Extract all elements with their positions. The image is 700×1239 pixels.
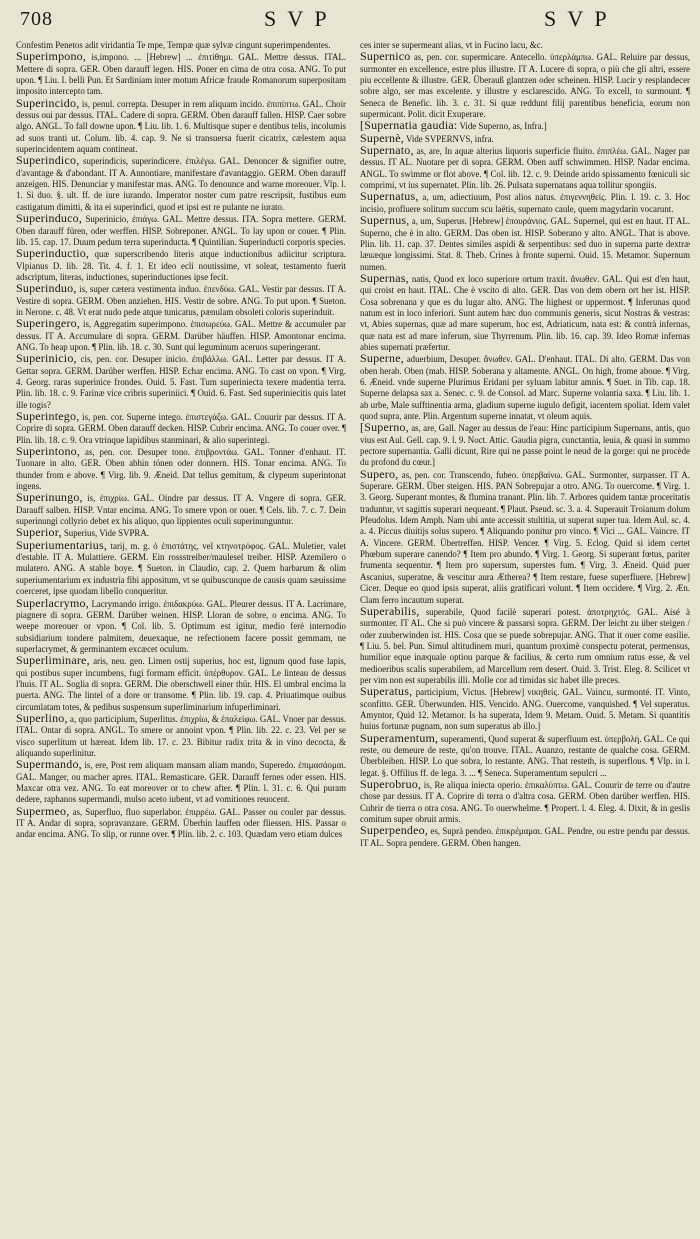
dictionary-entry [16, 655, 346, 713]
entry-text: as, are, In aquæ alterius liquoris superficie fluito. ἐπιπλέω. GAL. Nager par dessus. IT AL. Nuotare per di sopra. GERM. Oben auff schwimmen. HISP. Nadar encima. ANGL. To swimme or flot above. ¶ Col. lib. 12. c. 9. Deinde arido spissamento fœniculi sic comprimi, vt ius supernatet. Plin. lib. 26. Pulsata supernatans aqua tollitur spongiis. [360, 146, 690, 191]
entry-headword: Superior, [16, 525, 62, 540]
entry-headword: Superpendeo, [360, 823, 429, 838]
entry-headword: Supernico [360, 49, 411, 64]
dictionary-entry [16, 51, 346, 97]
entry-text: aduerbium, Desuper. ἄνωθεν. GAL. D'enhaut. ITAL. Di alto. GERM. Das von oben herab. Oben (mab. HISP. Soberana y altamente. ANGL. On high, frome aboue. ¶ Virg. 6. Æneid. vnde superne Plurimus Eridani per syluam labitur amnis. ¶ Suet. in Tib. cap. 18. Superne delapsa sax a. Senec. c. 9. de Consol. ad Marc. Superne volantia saxa. ¶ Liu. lib. 1. ab urbe, Male sufftinentia arma, gladium superne iugulo defigit, iacentem spoliat. Idem valet quod supra, ante. Plin. Argentum superne innatat, vt oleum aquis. [360, 354, 690, 421]
entry-text: Vide Superno, as, Infra.] [459, 121, 547, 132]
entry-text: superindicis, superindicere. ἐπιλέγω. GAL. Denoncer & signifier outre, d'avantage & d'abondant. IT A. Annontiare, manifestare d'avantaggio. GERM. Oben darauff anzeigen. HIS. Denunciar y manifestar mas. ANG. To denounce and warne moreouer. Vlp. l. 1. Si duo. §. ult. ff. de iure iurando. Imperator noster cum patre rescripsit, fustibus eum castigatum dimitti, & ita ei superindici, quod et ipsi est re pulante ne iurato. [16, 156, 346, 212]
dictionary-entry [360, 825, 690, 849]
entry-headword: Superobruo, [360, 777, 422, 791]
entry-headword: Supernas, [360, 270, 409, 285]
dictionary-entry [16, 95, 346, 156]
entry-text: Lacrymando irrigo. ἐπιδακρύω. GAL. Pleurer dessus. IT A. Lacrimare, piagnere di sopra. GERM. Darüber weinen. HISP. Lloran de sobre, o encima. ANG. To weepe moreouer or vpon. ¶ Col. lib. 5. Optimum est igitur, medio ferè internodio subsidiarium tondere palmitem, deuexaque, ne refectionem facere possit gemmam, ne superlacrymet, & germinantem excæcet oculum. [16, 598, 346, 654]
entry-text: is, penul. correpta. Desuper in rem aliquam incido. ἐπιπίπτω. GAL. Choir dessus oui par dessus. ITAL. Cadere di sopra. GERM. Oben darauff fallen. HISP. Caer sobre algo. ANGL. To fall downe upon. ¶ Liu. lib. 1. 6. Multisque super e dentibus telis, incolumis ad suos tranti ut. Colum. lib. 4. cap. 9. Ne si transuersa fuerit cicatrix, cælestem aqua superincidentem aquam contineat. [16, 98, 346, 155]
entry-headword: Superamentum, [360, 730, 439, 745]
dictionary-entry [16, 537, 346, 598]
page-header [14, 0, 690, 38]
entry-text: as, pen. cor. Desuper tono. ἐπιβροντάω. GAL. Tonner d'enhaut. IT. Tuonare in alto. GER. Oben abhin tönen oder donnern. HIS. Tonar encima. ANG. To thunder from e above. ¶ Virg. lib. 9. Æneid. Dat tellus gemitum, & clypeum superintonat ingens. [16, 447, 346, 492]
entry-headword: Superindico, [16, 153, 80, 168]
entry-text: natis, Quod ex loco superiore ortum traxit. ἄνωθεν. GAL. Qui est d'en haut, qui croist en haut. ITAL. Che è vscito di alto. GER. Das von dem obern ort her ist. HISP. Cosa sobrenana y que es du lugar alto. ANG. The highest or uppermost. ¶ Inferunas quod natum est in loco inferiori. Sunt autem hæc duo communis generis, sicut Nostras & vestras: vt, Abies supernas, quæ ad mare superum, hoc est, Adriaticum, nata est: & contrà infernas, quæ nata est ad mare inferum, siue Thyrrenum. Plin. lib. 16. cap. 39. Ideo Romæ infernas abies supernati præfertur. [360, 273, 690, 352]
entry-headword: Superatus, [360, 684, 413, 699]
dictionary-entry [360, 191, 690, 215]
dictionary-entry [16, 446, 346, 492]
entry-text: is, pen. cor. Superne intego. ἐπιστεγάζω. GAL. Couurir par dessus. IT A. Coprire di sopra. GERM. Oben darauff decken. HISP. Cubrir encima. ANG. To couer over. ¶ Plin. lib. 18. c. 9. Ora vtrinque lapidibus stanminari, & alio superintegi. [16, 412, 346, 445]
entry-headword: [Superno, [360, 420, 409, 435]
entry-text: as, pen. cor. Transcendo, fubeo. ὑπερβαίνω. GAL. Surmonter, surpasser. IT A. Superare. GERM. Über steigen. HIS. PAN Sobrepujar a otro. ANG. To ouercome. ¶ Virg. 1. 3. Georg. Superant montes, & flumina tranant. Plin. lib. 7. Arbores quidem tantæ proceritatis traduntur, vt sagittis superari nequeant. ¶ Plaut. Pseud. sc. 3. a. 4. Superauit Troianum dolum Pfeudolus. Idem Amph. Nam ubi ante accessit stultitia, ut superat super tua. Idem Aul. sc. 4. a. 4. Piccus diuitijs solus supero. ¶ Aliquando ponitur pro vinco. ¶ Vici ... GAL. Vaincre. IT A. Vincere. GERM. Übertreffen. HISP. Vencer. ¶ Virg. 5. Eclog. Quid si idem certet Phœbum superare canendo? ¶ Item pro abundo. ¶ Virg. 1. Georg. Si superant fœtus, pariter frumenta sequentur. ¶ Item pro supersum, superstes fum. ¶ Virg. 3. Æneid. Quid puer Ascanius, superatne, & vescitur aura Ætherea? ¶ Item restare, fuese superfluere. [Hebrew] Cicer. Deque eo quod ipsis superat, aliis gratificari volunt. ¶ Item occidere. ¶ Virg. 2. Æn. Clam ferro incautum superat. [360, 469, 690, 605]
dictionary-entry [360, 603, 690, 686]
entry-headword: Supernatus, [360, 189, 419, 204]
entry-headword: Superne, [360, 351, 404, 366]
entry-headword: Superinicio, [16, 351, 77, 366]
dictionary-entry [360, 270, 690, 353]
entry-text: is, Aggregatim superimpono. ἐπισωρεύω. GAL. Mettre & accumuler par dessus. IT A. Accumulare di sopra. GERM. Darüber häuffen. HISP. Amontonar encima. ANG. To heap upon. ¶ Plin. lib. 18. c. 30. Sunt qui leguminum aceruos superingerant. [16, 319, 346, 352]
entry-headword: [Supernatia gaudia: [360, 118, 458, 133]
dictionary-entry [16, 595, 346, 656]
entry-headword: Superabilis, [360, 603, 420, 618]
entry-headword: Superlino, [16, 710, 68, 725]
entry-text: superamenti, Quod superat & superfluum est. ὑπερβολή. GAL. Ce qui reste, ou demeure de reste, qu'on trouve. ITAL. Auanzo, restante de qualche cosa. GERM. Überbleiben. HISP. Lo que sobra, lo restante. ANG. That resteth, is superflous. ¶ Vlp. in l. legat. §. Offilius ff. de lega. 3. ... ¶ Seneca. Superamentum sepulcri ... [360, 733, 690, 778]
dictionary-entry [360, 215, 690, 273]
entry-headword: Superintego, [16, 409, 80, 423]
entry-headword: Superinduco, [16, 211, 83, 226]
dictionary-entry [16, 411, 346, 446]
entry-text: quæ superscribendo literis atque inductionibus adiicitur scriptura. Vlpianus D. lib. 28. Tit. 4. f. 1. Et ideo ecli noutissime, vt soleat, testamento fuerit adscriptum, literas, inductiones, superinductiones ipse fecit. [16, 249, 346, 282]
running-head-right: S V P [544, 6, 610, 31]
entry-text: is, ἐπιχρίω. GAL. Oindre par dessus. IT A. Vngere di sopra. GER. Darauff salben. HISP. Vntar encima. ANG. To smere vpon or ouer. ¶ Cels. lib. 7. c. 7. Dein superinungi collyrio debet ex his aliquo, quo lippientes oculi superinunguntur. [16, 493, 346, 527]
entry-text: tarij, m. g. ὁ ἐπιστάτης, vel κτηνοτρόφος. GAL. Muletier, valet d'estable. IT A. Mulattiere. GERM. Ein rossstreiber/maulesel treiber. HISP. Azemilero o mulatero. ANG. A stable boye. ¶ Sueton. in Claudio, cap. 2. Quem barbarum & olim superiumentarium ex industria fibi appositum, vt se quibuscunque de causis quam sæuissime coerceret, ipse quodam libello conqueritur. [16, 540, 346, 597]
dictionary-entry [360, 686, 690, 732]
entry-text: a, um, adiectiuum, Post alios natus. ἐπιγεννηθείς. Plin. l. 19. c. 3. Hoc incisio, profluere solitum succum scu laëtis, supernato caule, quem magydarin vocarunt. [360, 192, 690, 214]
entry-text: ces inter se supermeant alias, vt in Fucino lacu, &c. [360, 40, 543, 50]
two-column-body [16, 40, 690, 1233]
entry-headword: Superingero, [16, 316, 81, 331]
entry-headword: Superlacrymo, [16, 595, 89, 610]
entry-headword: Supermando, [16, 757, 82, 772]
dictionary-entry [16, 155, 346, 213]
dictionary-entry [16, 492, 346, 527]
entry-headword: Superinungo, [16, 490, 83, 505]
entry-text: superabile, Quod facilè superari potest. ἀποτρηχτός. GAL. Aisé à surmonter. IT AL. Che si può vincere & passarsi sopra. GERM. Der leicht zu über steigen / oder zuuberwinden ist. HIS. Cosa que se puede sobrepujar. ANG. That it ouer come easilie. ¶ Liu. 5. bel. Pun. Simul altitudinem muri, quantum proximè conspectu poterat, permensus, humilior eque inæquale optiou parque & facilius, & certo rum omnium ratus esse, & vel medioeribus scalis superabilem, ad Marcellum rem desert. Ouid. 3. Trist. Eleg. 8. Scilicet vt per vim non est superabilis illi. Molle cor ad timidas sic habet ille preces. [360, 606, 690, 685]
dictionary-entry [360, 779, 690, 825]
entry-headword: Supernus, [360, 213, 410, 228]
dictionary-entry [16, 248, 346, 283]
entry-headword: Superinductio, [16, 246, 90, 261]
dictionary-entry [360, 145, 690, 191]
entry-text: es, Suprà pendeo. ἐπικρέμαμαι. GAL. Pendre, ou estre pendu par dessus. IT AL. Sopra pendere. GERM. Oben hangen. [360, 826, 690, 848]
entry-headword: Supernato, [360, 143, 414, 158]
entry-headword: Supermeo, [16, 803, 70, 818]
dictionary-entry [16, 759, 346, 805]
entry-headword: Superliminare, [16, 653, 90, 668]
entry-text: aris, neu. gen. Limen ostij superius, hoc est, lignum quod fuse lapis, qui postibus super incumbens, fugi formam efficit. ὑπέρθυρον. GAL. Le linteau de dessus l'huis. IT AL. Soglia di sopra. GERM. Die oberschwell einer thür. HIS. El umbral encima la puerta. ANG. The lintel of a dore or transome. ¶ Plin. lib. 19. cap. 4. Priuatimque ouibus circumlatam totes, & pedibus suspensum superliminarium infuperliminari. [16, 656, 346, 712]
entry-text: is, ere, Post rem aliquam mansam aliam mando, Superedo. ἐπιμασάομαι. GAL. Manger, ou macher apres. ITAL. Remasticare. GER. Darauff fernes oder essen. HIS. Maxcar otra vez. ANG. To eat moreover or to chew after. ¶ Plin. l. 31. c. 6. Qui puram dedere, raphanos supermandi, mulso aceto iubent, vt ad vomitiones reuocent. [16, 760, 346, 805]
entry-text: participium, Victus. [Hebrew] νικηθείς. GAL. Vaincu, surmonté. IT. Vinto, sconfitto. GER. Überwunden. HIS. Vencido. ANG. Ouercome, vanquished. ¶ Vel superatus. Amyntor, Quid 12. Metamor. Is ha superata, Idem 9. Metam. Ouid. 5. Metam. Si quantitis huius fortunæ pugnam, non sum superatus ab illo.] [360, 687, 690, 732]
entry-headword: Superinduo, [16, 281, 77, 296]
left-column [16, 40, 346, 1233]
entry-text: a, quo participium, Superlitus. ἐπιχρίω, & ἐπαλείφω. GAL. Vnoer par dessus. ITAL. Ontar di sopra. ANGL. To smere or annoint vpon. ¶ Plin. lib. 22. c. 23. Vel per se visco superlitum ut hæreat. Idem lib. 17. c. 23. Bibitur radix trita & in vino decocta, & aliquando superlinitur. [16, 713, 346, 758]
entry-text: is, Re aliqua iniecta operio. ἐπικαλύπτω. GAL. Couurir de terre ou d'autre chose par dessus. IT A. Coprire di terra o d'altra cosa. GERM. Oben darüber werffen. HIS. Cubrir de tierra o otra cosa. ANG. To ouerwhelme. ¶ Propert. l. 4. Eleg. 4. Dixit, & in geslis comitum super obruit armis. [360, 780, 690, 825]
entry-text: Vide SVPERNVS, infra. [406, 133, 494, 144]
dictionary-entry [360, 466, 690, 606]
entry-text: cis, pen. cor. Desuper inicio. ἐπιβάλλω. GAL. Letter par dessus. IT A. Gettar sopra. GERM. Darüber werffen. HISP. Echar encima. ANG. To cast on vpon. ¶ Virg. 4. Georg. raras superinice frondes. Ouid. 5. Fast. Tum superiniecta texere madentia terra. Plin. lib. 18. c. 9. Farinæ vice cribris superiniici. ¶ Ouid. 6. Fast. Sed superiniecitis quis latet ille togis? [16, 354, 346, 410]
dictionary-entry [16, 213, 346, 248]
dictionary-entry [16, 710, 346, 759]
dictionary-entry [16, 283, 346, 318]
entry-text: as, pen. cor. supermicare. Antecello. ὑπερλάμπω. GAL. Reluire par dessus, surmonter en excellence, estre plus illustre. IT A. Lucere di sopra, o più che gli altri, essere piu eccellente & illustre. GER. Überauß glantzen oder scheinen. HISP. Lucir y resplandecer sobre algo, ser mas excelente. y illustre y esclarescido. ANG. To excell, to surmount. ¶ Seneca de Benefic. lib. 3. c. 31. Si quæ reddunt filij parentibus beneficia, eorum non supermicant. Polit. dicit Exuperare. [360, 52, 690, 120]
dictionary-entry [360, 353, 690, 422]
entry-headword: Supero, [360, 466, 399, 481]
entry-text: a, um, Superus. [Hebrew] ἐπουράνιος. GAL. Supernel, qui est en haut. IT AL. Superno, che è in alto. GERM. Das oben ist. HISP. Soberano y alto. ANGL. That is above. Plin. lib. 11. cap. 37. Dentes similes aspidi & serpentibus: sed duo in superna parte dextræ læuæque longissimi. Stat. 8. Theb. Crines à fronte superni. Ouid. 15. Metamor. Supernum numen. [360, 216, 690, 272]
entry-text: as, Superfluo, fluo superlabor. ἐπιρρέω. GAL. Passer ou couler par dessus. IT A. Andar di sopra, sopravanzare. GERM. Überhin lauffen oder fliessen. HIS. Passar o andar encima. ANG. To slip, or runne over. ¶ Plin. lib. 2. c. 103. Quædam vero etiam dulces [16, 806, 346, 840]
right-column [360, 40, 690, 1233]
running-head-left: S V P [264, 6, 330, 31]
entry-text: as, are, Gall. Nager au dessus de l'eau: Hinc participium Supernans, antis, quo vius est Aul. Gell. cap. 9. l. 9. Noct. Attic. Gaudia pigra, cunctantia, leuia, & quasi in summo pectore supernantia. Galli dicunt, Rire qui ne passe point le neud de la gorge: qui ne procède du profond du cœur.] [360, 423, 690, 468]
entry-headword: Superincido, [16, 95, 80, 110]
entry-headword: Superiumentarius, [16, 537, 108, 552]
entry-text: Superius, Vide SVPRA. [63, 528, 149, 539]
dictionary-entry [16, 353, 346, 411]
entry-text: is,impono. ... [Hebrew] ... ἐπιτίθημι. GAL. Mettre dessus. ITAL. Mettere di sopra. GER. Oben darauff legen. HIS. Poner en cima de otra cosa. ANG. To put upon. ¶ Liu. I. belli Pun. Et Sardiniam inter motum Africæ fraude Romanorum superpositam imposito intercepto tam. [16, 52, 346, 97]
entry-text: Confestim Penetos adit viridantia Te mpe, Tempæ quæ sylvæ cingunt superimpendentes. [16, 40, 331, 50]
entry-text: Superinicio, ἐπιάγω. GAL. Mettre dessus. ITA. Sopra mettere. GERM. Oben darauff füren, oder werffen. HISP. Sobreponer. ANGL. To lay upon or couer. ¶ Plin. lib. 15. cap. 17. Duum pedum terra superinducta. ¶ Quintilian. Superinducti corporis species. [16, 214, 346, 247]
dictionary-entry [360, 422, 690, 468]
dictionary-entry [360, 120, 690, 132]
entry-text: is, super cætera vestimenta induo. ἐπενδύω. GAL. Vestir par dessus. IT A. Vestire di sopra. GERM. Oben anziehen. HIS. Vestir de sobre. ANG. To put upon. ¶ Sueton. in Nerone. c. 48. Vt erat nudo pede atque tunicatus, pænulam obsoleti coloris superinduit. [16, 284, 346, 317]
dictionary-entry [16, 803, 346, 841]
dictionary-entry [360, 51, 690, 120]
entry-headword: Superintono, [16, 444, 81, 459]
dictionary-entry [16, 318, 346, 353]
entry-headword: Supernè, [360, 130, 404, 145]
entry-headword: Superimpono, [16, 49, 87, 64]
dictionary-entry [360, 730, 690, 779]
page-number: 708 [20, 8, 53, 30]
